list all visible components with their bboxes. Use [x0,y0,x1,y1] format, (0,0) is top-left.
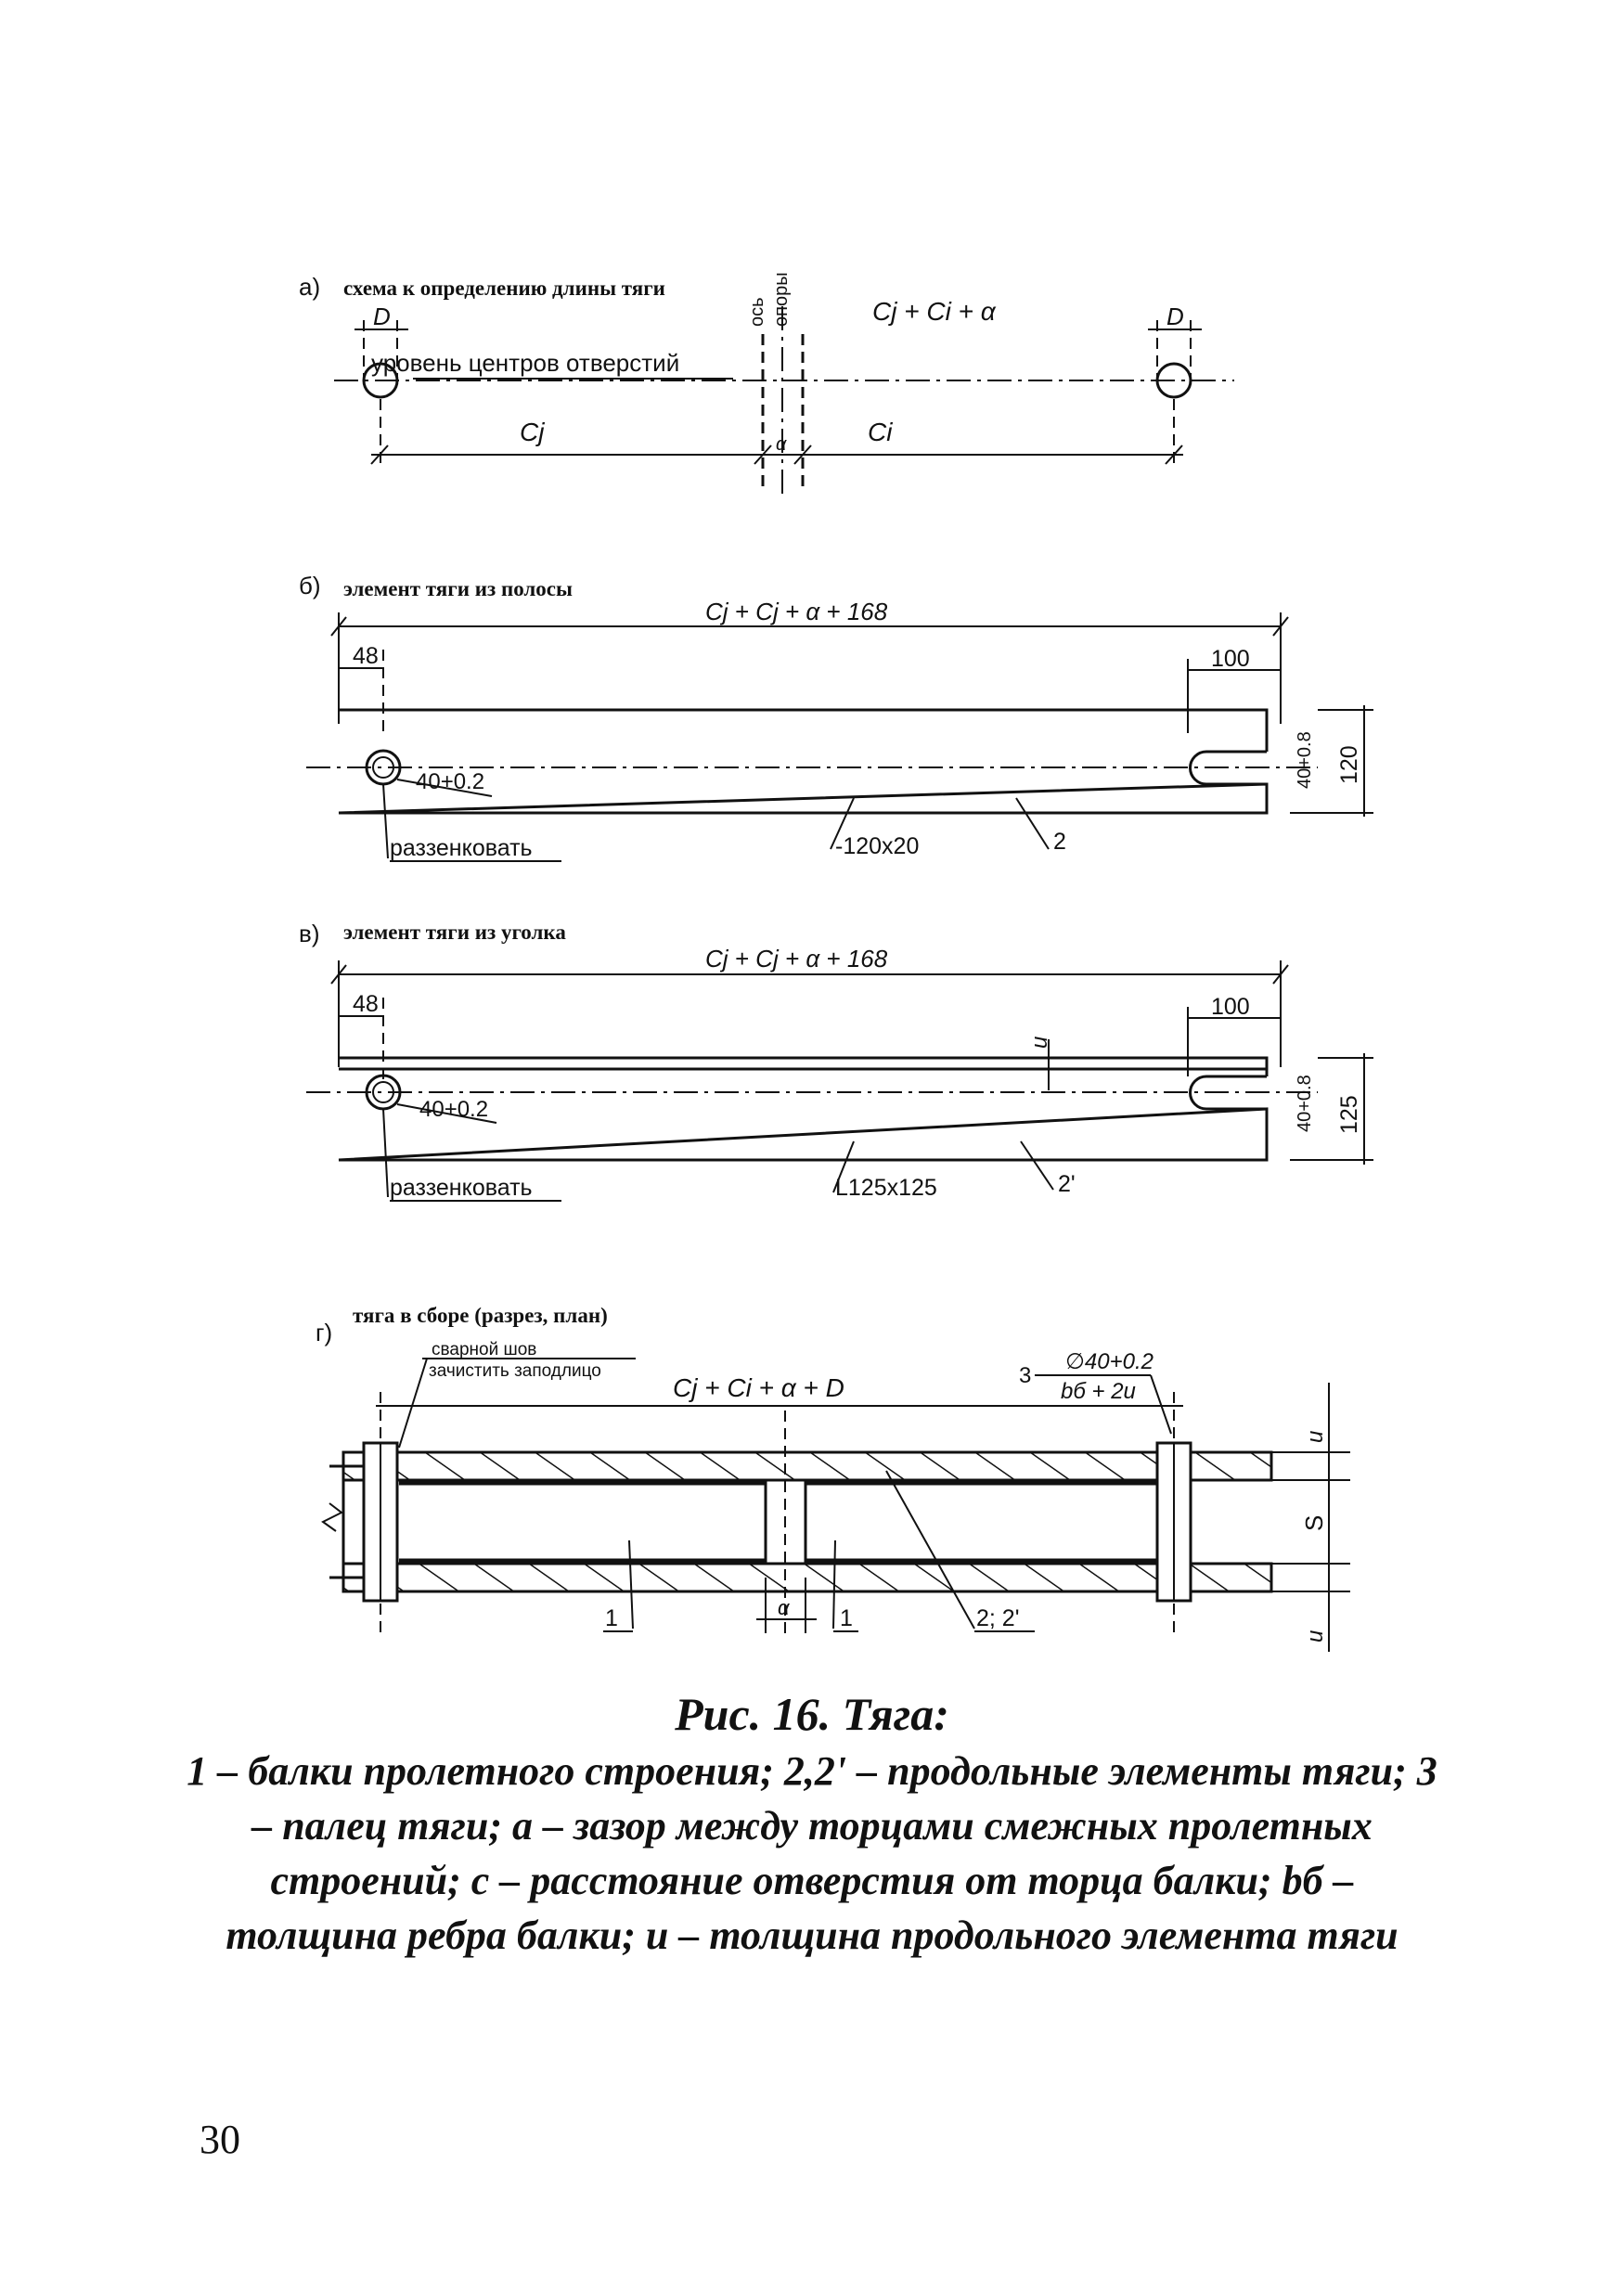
panel-b-strip-element [299,572,1373,861]
pin-length: bб + 2u [1061,1379,1136,1404]
panel-b-letter: б) [299,572,321,599]
pin-number: 3 [1019,1363,1032,1388]
profile-size-text: L125x125 [835,1175,937,1201]
gap-alpha-label: α [778,1596,790,1619]
ref-2-text: 2; 2' [976,1605,1020,1631]
dimension-cj-label: Cj [520,418,545,446]
hole-dimension-text: 40+0.2 [419,1097,489,1122]
total-dimension-text: Cj + Cj + α + 168 [705,598,888,625]
panel-b-heading: элемент тяги из полосы [343,577,573,600]
support-axis-label-2: опоры [771,272,792,327]
panel-g-heading: тяга в сборе (разрез, план) [353,1304,608,1327]
panel-a-letter: а) [299,273,321,301]
total-dimension-text: Cj + Cj + α + 168 [705,945,888,973]
top-longitudinal-element [343,1452,1271,1480]
figure-caption-body: 1 – балки пролетного строения; 2,2' – продольные элементы тяги; 3 – палец тяги; а – зазор между торцами смежных пролетных строений; с – расстояние отверстия от торца балки; bб – толщина ребра балки; и – толщина продольного элемента тяги [187,1748,1437,1958]
u-top-label: u [1303,1430,1328,1443]
ref-1b-text: 1 [840,1605,853,1631]
u-bottom-label: u [1303,1630,1328,1642]
countersink-leader [383,784,388,858]
panel-v-heading: элемент тяги из уголка [343,921,566,944]
countersink-leader [383,1109,388,1197]
weld-note-2: зачистить заподлицо [429,1361,601,1381]
hole-centers-level-label: уровень центров отверстий [371,349,680,377]
ref-2-text: 2 [1053,829,1066,855]
weld-leader [399,1359,427,1448]
pin-diameter: ∅40+0.2 [1065,1349,1154,1374]
ref-2-leader [1016,798,1049,849]
strip-outline [339,710,1267,813]
panel-g-letter: г) [316,1319,333,1346]
slot-dimension-text: 40+0.8 [1295,1075,1315,1132]
total-dimension-text: Cj + Ci + α + D [673,1373,844,1402]
page-number: 30 [200,2117,240,2162]
ref-2prime-leader [1021,1141,1053,1190]
bottom-longitudinal-element [343,1564,1271,1591]
dim-48-text: 48 [353,643,379,669]
ref-1a-text: 1 [605,1605,618,1631]
dim-100-text: 100 [1211,646,1250,672]
weld-note-1: сварной шов [432,1340,537,1359]
dimension-ci-label: Ci [868,418,893,446]
panel-a-top-dimension: Cj + Ci + α [872,297,996,326]
panel-v-angle-element [299,920,1373,1201]
height-dimension-text: 125 [1336,1095,1362,1134]
figure-caption [186,1684,1438,1963]
panel-a-scheme [299,272,1234,496]
panel-v-letter: в) [299,920,320,947]
height-dimension-text: 120 [1336,745,1362,784]
right-D-label: D [1166,303,1184,330]
slot-dimension-text: 40+0.8 [1295,731,1315,789]
dim-100-text: 100 [1211,994,1250,1020]
panel-g-assembly [316,1304,1350,1652]
pin-leader [1151,1375,1171,1434]
figure-caption-title: Рис. 16. Тяга: [675,1688,949,1740]
beam-1-right [806,1480,1174,1564]
beam-1-left [380,1480,766,1564]
gap-alpha-label: α [776,434,787,455]
left-D-label: D [373,303,391,330]
u-mark-text: u [1027,1036,1052,1049]
profile-size-text: -120x20 [835,833,920,859]
right-end-lug [1191,1480,1271,1564]
s-label: S [1300,1514,1328,1531]
dim-48-text: 48 [353,991,379,1017]
countersink-note: раззенковать [390,1175,533,1201]
hole-dimension-text: 40+0.2 [416,769,485,794]
break-line [323,1503,342,1531]
ref-2prime-text: 2' [1058,1171,1076,1197]
panel-a-heading: схема к определению длины тяги [343,277,665,300]
support-axis-label-1: ось [747,297,767,327]
countersink-note: раззенковать [390,835,533,861]
